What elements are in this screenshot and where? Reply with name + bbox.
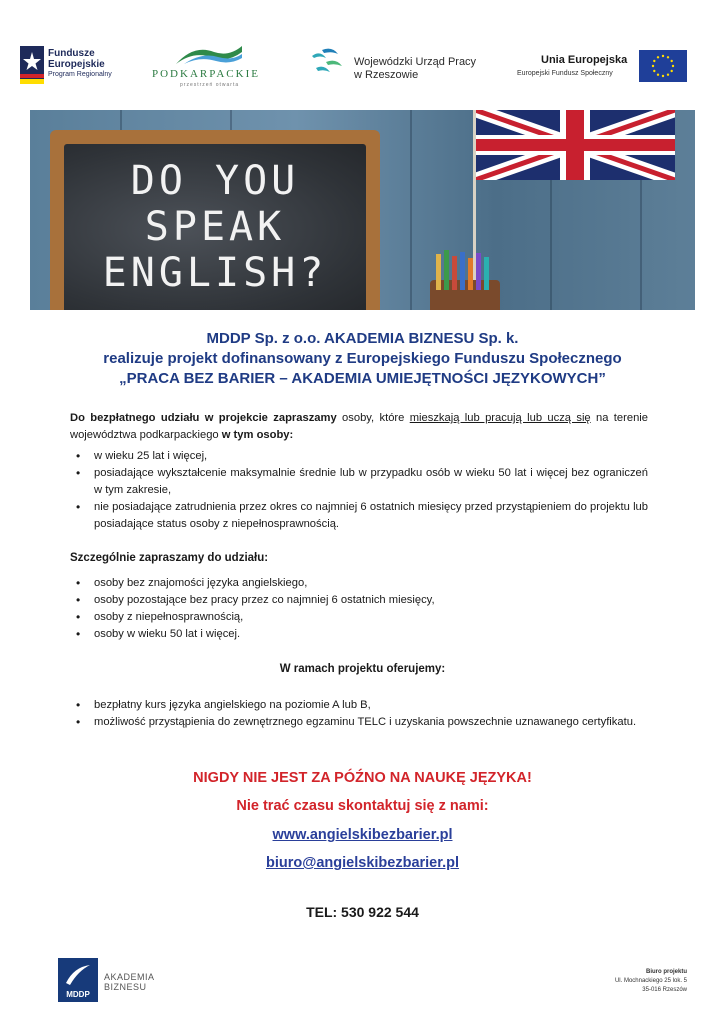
- fe-line2: Europejskie: [48, 59, 105, 70]
- list-item: • nie posiadające zatrudnienia przez okres co najmniej 6 ostatnich miesięcy przed przystąpieniem do projektu lub posiadające status osoby z niepełnosprawnością.: [70, 499, 648, 533]
- list-item: • możliwość przystąpienia do zewnętrznego egzaminu TELC i uzyskania powszechnie uznawanego certyfikatu.: [70, 714, 648, 731]
- mddp-name-line2: BIZNESU: [104, 982, 147, 992]
- swoosh-icon: [64, 963, 92, 987]
- podkarpackie-tagline: przestrzeń otwarta: [180, 82, 240, 88]
- offer-list: [70, 697, 648, 731]
- mddp-label: MDDP: [66, 990, 90, 999]
- list-item: • posiadające wykształcenie maksymalnie średnie lub w przypadku osób w wieku 50 lat i więcej bez ograniczeń w tym zakresie,: [70, 465, 648, 499]
- eu-flag-icon: [639, 50, 687, 82]
- fe-line1: Fundusze: [48, 48, 95, 59]
- email-link[interactable]: biuro@angielskibezbarier.pl: [265, 855, 460, 871]
- birds-icon: [308, 46, 348, 82]
- offer-heading: W ramach projektu oferujemy:: [279, 663, 446, 675]
- phone-number: TEL: 530 922 544: [306, 904, 419, 920]
- invite-bold-end: w tym osoby:: [221, 429, 294, 441]
- invite-paragraph: [70, 410, 648, 444]
- list-item: • bezpłatny kurs języka angielskiego na poziomie A lub B,: [70, 697, 648, 714]
- office-city: 35-016 Rzeszów: [642, 987, 687, 993]
- board-line-3: ENGLISH?: [102, 250, 328, 296]
- list-item: • osoby w wieku 50 lat i więcej.: [70, 626, 648, 643]
- slogan: NIGDY NIE JEST ZA PÓŹNO NA NAUKĘ JĘZYKA!: [193, 770, 532, 786]
- fe-star-icon: [20, 46, 44, 84]
- mddp-name-line1: AKADEMIA: [104, 972, 155, 982]
- invite-underlined: mieszkają lub pracują lub uczą się: [409, 412, 591, 424]
- mddp-logo: [58, 958, 98, 1002]
- invite-list: [70, 448, 648, 533]
- podkarpackie-name: PODKARPACKIE: [152, 68, 260, 80]
- list-item: • osoby bez znajomości języka angielskiego,: [70, 575, 648, 592]
- invite-bold-start: Do bezpłatnego udziału w projekcie zapraszamy: [70, 412, 337, 424]
- board-line-1: DO YOU: [130, 158, 300, 204]
- wup-line1: Wojewódzki Urząd Pracy: [354, 56, 477, 68]
- ue-logo: [515, 40, 685, 95]
- podkarpackie-logo: [150, 40, 275, 95]
- fe-line3: Program Regionalny: [48, 71, 112, 78]
- ue-line2: Europejski Fundusz Społeczny: [517, 70, 613, 77]
- project-office: [615, 968, 687, 995]
- list-item: • osoby z niepełnosprawnością,: [70, 609, 648, 626]
- project-title: „PRACA BEZ BARIER – AKADEMIA UMIEJĘTNOŚCI JĘZYKOWYCH”: [119, 370, 606, 387]
- website-link[interactable]: www.angielskibezbarier.pl: [272, 827, 453, 843]
- wup-logo: [308, 40, 498, 95]
- wup-line2: w Rzeszowie: [354, 69, 419, 81]
- mountains-icon: [174, 42, 244, 66]
- mddp-company-name: [104, 972, 155, 992]
- invite-after: na terenie województwa podkarpackiego: [70, 412, 648, 441]
- list-item: • w wieku 25 lat i więcej,: [70, 448, 648, 465]
- special-heading: Szczególnie zapraszamy do udziału:: [70, 552, 269, 564]
- board-line-2: SPEAK: [144, 204, 286, 250]
- logo-bar: [20, 40, 705, 95]
- office-title: Biuro projektu: [645, 969, 687, 975]
- office-street: Ul. Mochnackiego 25 lok. 5: [614, 978, 687, 984]
- contact-prompt: Nie trać czasu skontaktuj się z nami:: [236, 798, 489, 814]
- invite-mid: osoby, które: [336, 412, 410, 424]
- list-item: • osoby pozostające bez pracy przez co najmniej 6 ostatnich miesięcy,: [70, 592, 648, 609]
- funding-line: realizuje projekt dofinansowany z Europejskiego Funduszu Społecznego: [103, 350, 622, 367]
- chalkboard: [50, 130, 380, 310]
- pencils-icon: [430, 250, 510, 290]
- special-list: [70, 575, 648, 643]
- hero-image: [30, 110, 695, 310]
- fundusze-europejskie-logo: [20, 40, 140, 95]
- organization-name: MDDP Sp. z o.o. AKADEMIA BIZNESU Sp. k.: [206, 330, 519, 347]
- uk-flag-icon: [475, 110, 675, 180]
- ue-line1: Unia Europejska: [541, 54, 628, 66]
